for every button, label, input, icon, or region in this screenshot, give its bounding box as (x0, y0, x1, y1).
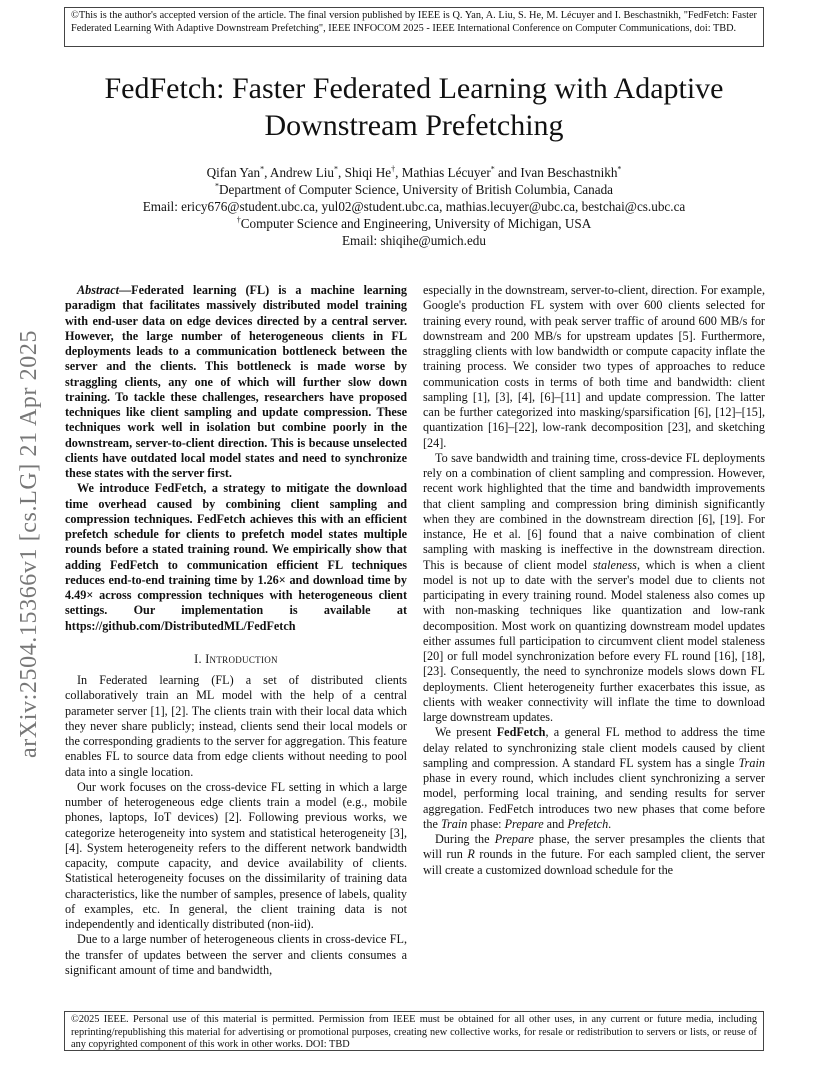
text-run: phase, the server presamples the clients that will run (423, 832, 765, 862)
emphasis-text: Prepare (504, 816, 544, 831)
affiliation-mark: * (334, 164, 339, 174)
email-line-ubc: Email: ericy676@student.ubc.ca, yul02@student.ubc.ca, mathias.lecuyer@ubc.ca, bestchai@cs.ubc.ca (142, 199, 686, 214)
abstract-paragraph-2: We introduce FedFetch, a strategy to mitigate the download time overhead caused by combining client sampling and compression techniques. FedFetch achieves this with an efficient prefetch schedule for clients to prefetch model states multiple rounds before a stated training round. We empirically show that adding FedFetch to communication efficient FL techniques reduces end-to-end training time by 1.26× and download time by 4.49× across compression techniques with heterogeneous client settings. Our implementation is available at https://github.com/DistributedML/FedFetch (65, 481, 407, 633)
text-run: phase: (467, 816, 505, 831)
text-run: , a general FL method to address the time delay related to synchronizing stale client models caused by client sampling and compression. A standard FL system has a single (423, 725, 765, 770)
body-paragraph (423, 725, 765, 832)
copyright-notice-top: ©This is the author's accepted version of the article. The final version published by IEEE is Q. Yan, A. Liu, S. He, M. Lécuyer and I. Beschastnikh, "FedFetch: Faster Federated Learning With Adaptive Downstream Prefetching", IEEE INFOCOM 2025 - IEEE International Conference on Computer Communications, doi: TBD. (64, 7, 764, 47)
author-name: , Mathias Lécuyer (395, 165, 491, 180)
affiliation-mark: * (260, 164, 265, 174)
affiliation-mark: * (617, 164, 622, 174)
text-run: . (608, 816, 612, 831)
paper-title: FedFetch: Faster Federated Learning with Adaptive Downstream Prefetching (104, 72, 724, 142)
abstract-text: —Federated learning (FL) is a machine learning paradigm that facilitates massively distributed model training with end-user data on edge devices directed by a central server. However, the large number of heterogeneous clients in FL deployments leads to a communication bottleneck between the server and the clients. This bottleneck is made worse by straggling clients, any one of which will further slow down training. To tackle these challenges, researchers have proposed techniques like client sampling and update compression. These techniques work well in isolation but combine poorly in the downstream, server-to-client direction. This is because unselected clients have outdated local model states and need to synchronize these states with the server first. (65, 283, 407, 480)
author-name: and Ivan Beschastnikh (494, 165, 618, 180)
text-run: To save bandwidth and training time, cross-device FL deployments rely on a combination of client sampling and compression. However, recent work highlighted that the time and bandwidth improvements that client sampling and compression bring diminish significantly when they are combined in the downstream direction [6], [19]. For instance, He et al. [6] found that a naive combination of client sampling with masking is ineffective in the downstream direction. This is because of client model (423, 450, 765, 572)
section-heading-introduction: I. Introduction (194, 651, 278, 666)
emphasis-text: R (467, 847, 475, 862)
author-name: , Shiqi He (338, 165, 392, 180)
right-column (423, 283, 765, 878)
emphasis-text: staleness (592, 557, 637, 572)
author-name: , Andrew Liu (264, 165, 335, 180)
body-paragraph (423, 451, 765, 726)
affiliation-ubc (40, 182, 788, 198)
text-run: We present (435, 725, 497, 740)
emphasis-text: Train (440, 816, 468, 831)
abstract-label: Abstract (77, 283, 119, 297)
text-run: , which is when a client model is not up to date with the server's model due to clients not participating in every training round. Model staleness also comes up with non-masking techniques like quantization and low-rank decomposition. Most work on quantizing downstream model updates either assumes full participation to circumvent client model staleness [20] or full model synchronization before every FL round [16], [18], [23]. Consequently, the need to synchronize models slows down FL deployments. Client heterogeneity further exacerbates this issue, as clients with weaker connectivity will inflate the time to download large downstream updates. (423, 557, 765, 724)
emphasis-text: Prefetch (567, 816, 609, 831)
bold-text: FedFetch (496, 725, 546, 740)
affiliation-mark: † (391, 164, 396, 174)
body-paragraph: Our work focuses on the cross-device FL setting in which a large number of heterogeneous edge clients train a model (e.g., mobile phones, laptops, IoT devices) [2]. Following previous works, we categorize heterogeneity into system and statistical heterogeneity [3], [4]. System heterogeneity refers to the different network bandwidth capacity, compute capacity, and device availability of clients. Statistical heterogeneity focuses on the dissimilarity of training data characteristics, like the number of samples, presence of labels, quality of examples, etc. In general, the client training data is not independently and identically distributed (non-iid). (65, 779, 407, 931)
text-run: and (543, 816, 568, 831)
body-paragraph (423, 832, 765, 878)
body-paragraph: Due to a large number of heterogeneous clients in cross-device FL, the transfer of updates between the server and clients consumes a significant amount of time and bandwidth, (65, 932, 407, 977)
affiliation-mark: † (236, 215, 241, 225)
arxiv-stamp: arXiv:2504.15366v1 [cs.LG] 21 Apr 2025 (16, 329, 42, 758)
body-paragraph: especially in the downstream, server-to-client, direction. For example, Google's production FL system with over 600 clients selected for training every round, with peak server traffic of around 600 MB/s for downstream and 200 MB/s for upstream updates [5]. Furthermore, straggling clients with low bandwidth or compute capacity inflate the training process. We consider two types of approaches to reduce communication costs in terms of both time and bandwidth: client sampling [1], [3], [4], [6]–[11] and update compression. The latter can be further categorized into masking/sparsification [6], [12]–[15], quantization [16]–[22], low-rank decomposition [23], and sketching [24]. (423, 283, 765, 450)
affiliation-mark: * (214, 181, 219, 191)
affiliation-mark: * (490, 164, 495, 174)
abstract-paragraph (65, 283, 407, 481)
text-run: During the (435, 832, 495, 846)
affiliation-text: Department of Computer Science, University of British Columbia, Canada (218, 182, 614, 197)
author-name: Qifan Yan (206, 165, 261, 180)
text-run: phase in every round, which includes client synchronizing a server model, performing local training, and sending results for server aggregation. FedFetch introduces two new phases that come before the (423, 771, 765, 831)
left-column (65, 283, 407, 978)
affiliation-text: Computer Science and Engineering, University of Michigan, USA (240, 216, 592, 231)
affiliation-umich (40, 216, 788, 232)
emphasis-text: Prepare (494, 832, 534, 846)
text-run: rounds in the future. For each sampled client, the server will create a customized download schedule for the (423, 847, 765, 877)
emphasis-text: Train (738, 755, 765, 770)
author-list (40, 165, 788, 181)
email-line-umich: Email: shiqihe@umich.edu (342, 233, 486, 248)
copyright-notice-bottom: ©2025 IEEE. Personal use of this material is permitted. Permission from IEEE must be obtained for all other uses, in any current or future media, including reprinting/republishing this material for advertising or promotional purposes, creating new collective works, for resale or redistribution to servers or lists, or reuse of any copyrighted component of this work in other works. DOI: TBD (64, 1011, 764, 1051)
body-paragraph: In Federated learning (FL) a set of distributed clients collaboratively train an ML model with the help of a central parameter server [1], [2]. The clients train with their local data which they never share publicly; instead, clients send their local models or the corresponding gradients to the server for aggregation. This feature enables FL to source data from edge clients without needing to pool data into a single location. (65, 673, 407, 779)
